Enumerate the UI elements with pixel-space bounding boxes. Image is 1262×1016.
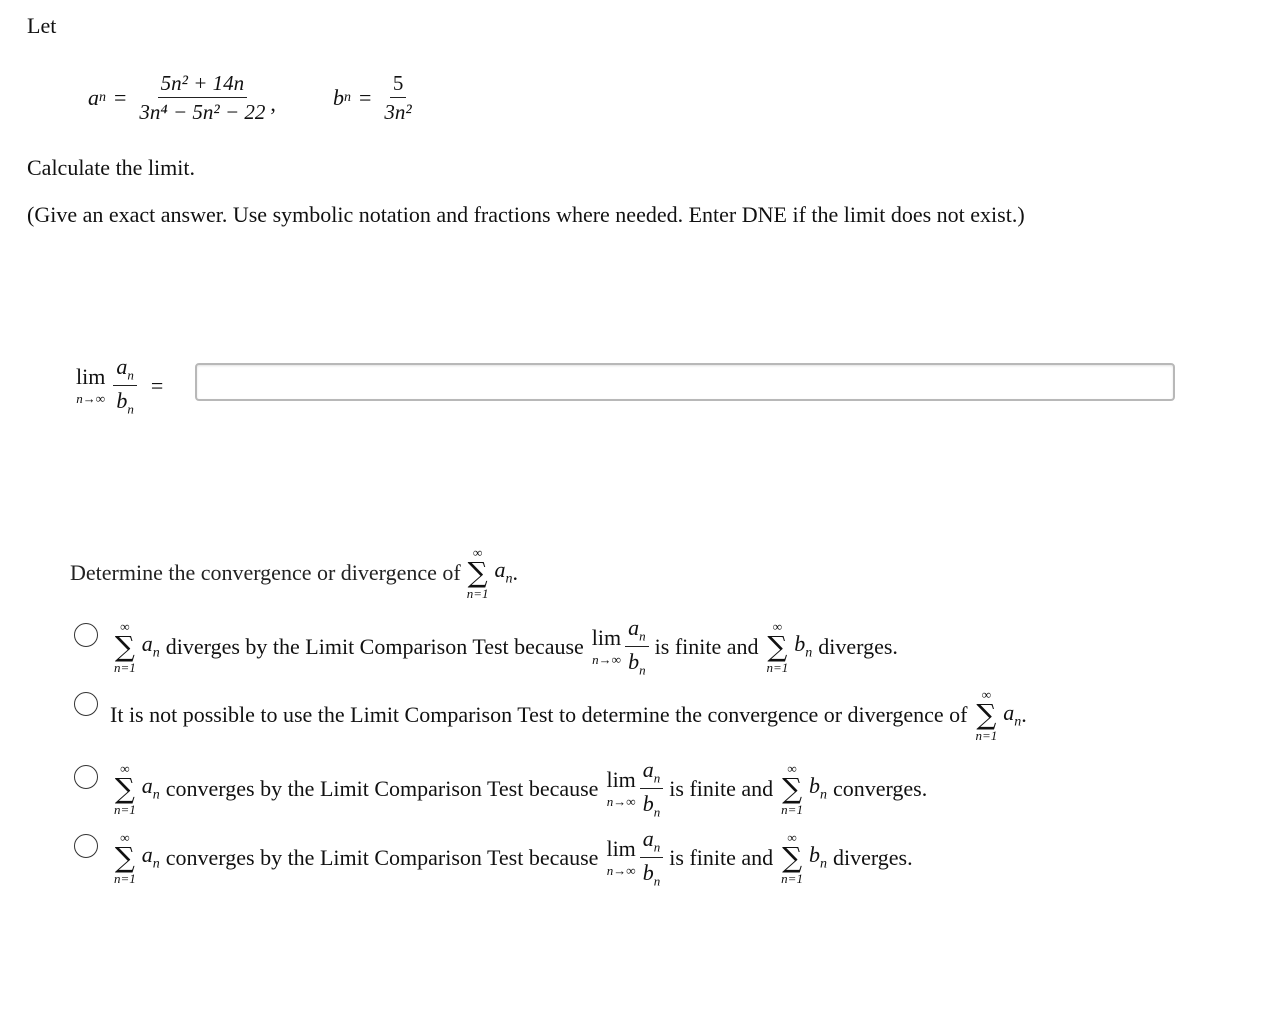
lim-subscript: n→∞: [76, 391, 106, 407]
option-1-term-b: $b_n$: [794, 631, 813, 661]
b-definition: [333, 72, 415, 123]
b-lhs-sub: n: [344, 89, 351, 105]
option-2-term: $a_n$: [1003, 699, 1022, 730]
option-2-sum: ∞ ∑ n=1: [975, 687, 998, 743]
option-1-text2: is finite and: [654, 633, 759, 659]
a-numerator: 5n² + 14n: [158, 72, 247, 98]
a-fraction: [136, 72, 268, 123]
option-3-term-b: $b_n$: [808, 773, 827, 803]
option-3-lim: lim n→∞: [606, 767, 636, 810]
intro-text: Let: [27, 13, 57, 38]
option-2-period: .: [1021, 702, 1027, 727]
option-4[interactable]: [112, 827, 913, 888]
option-1-text3: diverges.: [818, 633, 898, 659]
limit-equals: =: [150, 372, 164, 398]
prompt-term: $a_n$: [494, 557, 513, 587]
limit-numerator: $a_n$: [113, 355, 137, 386]
option-4-sum-b: ∞ ∑ n=1: [781, 829, 803, 886]
sigma-icon: ∑: [467, 556, 488, 589]
b-equals: =: [359, 84, 372, 110]
convergence-prompt: [70, 546, 518, 600]
sigma-icon: ∑: [114, 840, 135, 874]
option-4-term-a: $a_n$: [141, 842, 160, 872]
a-definition: [88, 72, 276, 123]
sigma-icon: ∑: [782, 840, 803, 874]
limit-operator: [76, 366, 105, 405]
option-4-text1: converges by the Limit Comparison Test because: [165, 844, 599, 870]
b-numerator: 5: [390, 72, 407, 98]
option-3-radio[interactable]: [74, 765, 98, 789]
option-4-lim: lim n→∞: [606, 836, 636, 879]
option-1[interactable]: [112, 616, 898, 677]
option-3-text2: is finite and: [669, 775, 774, 801]
limit-denominator: $b_n$: [116, 388, 134, 417]
option-4-term-b: $b_n$: [808, 842, 827, 872]
sigma-icon: ∑: [114, 771, 135, 805]
b-lhs: b: [333, 84, 344, 110]
option-3-text3: converges.: [832, 775, 928, 801]
option-4-text3: diverges.: [832, 844, 913, 870]
a-lhs-sub: n: [99, 89, 106, 105]
option-1-text1: diverges by the Limit Comparison Test because: [165, 633, 584, 659]
option-3-text1: converges by the Limit Comparison Test because: [165, 775, 599, 801]
prompt-sum-top: ∞: [472, 545, 483, 560]
lim-label: lim: [76, 364, 106, 390]
option-3-frac: $\frac{a_n}{b_n}$: [640, 758, 664, 819]
limit-answer-input[interactable]: [195, 363, 1175, 401]
option-2-radio[interactable]: [74, 692, 98, 716]
option-2[interactable]: [110, 688, 1027, 742]
option-4-radio[interactable]: [74, 834, 98, 858]
prompt-sum-bottom: n=1: [466, 586, 489, 601]
option-3-sum-a: ∞ ∑ n=1: [114, 760, 136, 817]
a-lhs: a: [88, 84, 99, 110]
sigma-icon: ∑: [976, 698, 997, 731]
prompt-sum: [467, 546, 489, 600]
a-equals: =: [114, 84, 127, 110]
option-1-radio[interactable]: [74, 623, 98, 647]
option-1-lim: lim n→∞: [591, 625, 622, 668]
convergence-prompt-text: Determine the convergence or divergence of: [70, 560, 461, 585]
prompt-period: .: [512, 560, 519, 585]
sigma-icon: ∑: [114, 629, 135, 663]
b-fraction: [381, 72, 414, 123]
sigma-icon: ∑: [782, 771, 803, 805]
limit-expression: [74, 355, 163, 416]
sigma-icon: ∑: [767, 629, 788, 663]
limit-fraction: [113, 355, 137, 416]
option-3-term-a: $a_n$: [141, 773, 160, 803]
option-4-frac: $\frac{a_n}{b_n}$: [640, 827, 664, 888]
option-1-sum-a: ∞ ∑ n=1: [114, 618, 136, 675]
a-denominator: 3n⁴ − 5n² − 22: [139, 100, 266, 125]
a-comma: ,: [270, 90, 276, 116]
option-1-frac: $\frac{a_n}{b_n}$: [625, 616, 649, 677]
hint-text: (Give an exact answer. Use symbolic notation and fractions where needed. Enter DNE if the limit does not exist.): [27, 202, 1025, 227]
option-1-sum-b: ∞ ∑ n=1: [766, 618, 789, 675]
option-4-text2: is finite and: [669, 844, 774, 870]
option-4-sum-a: ∞ ∑ n=1: [114, 829, 136, 886]
b-denominator: 3n²: [384, 100, 412, 125]
option-3-sum-b: ∞ ∑ n=1: [781, 760, 803, 817]
option-2-text1: It is not possible to use the Limit Comparison Test to determine the convergence or divergence of: [110, 702, 968, 727]
option-3[interactable]: [112, 758, 927, 819]
option-1-term-a: $a_n$: [141, 631, 160, 661]
instruction-text: Calculate the limit.: [27, 155, 196, 180]
